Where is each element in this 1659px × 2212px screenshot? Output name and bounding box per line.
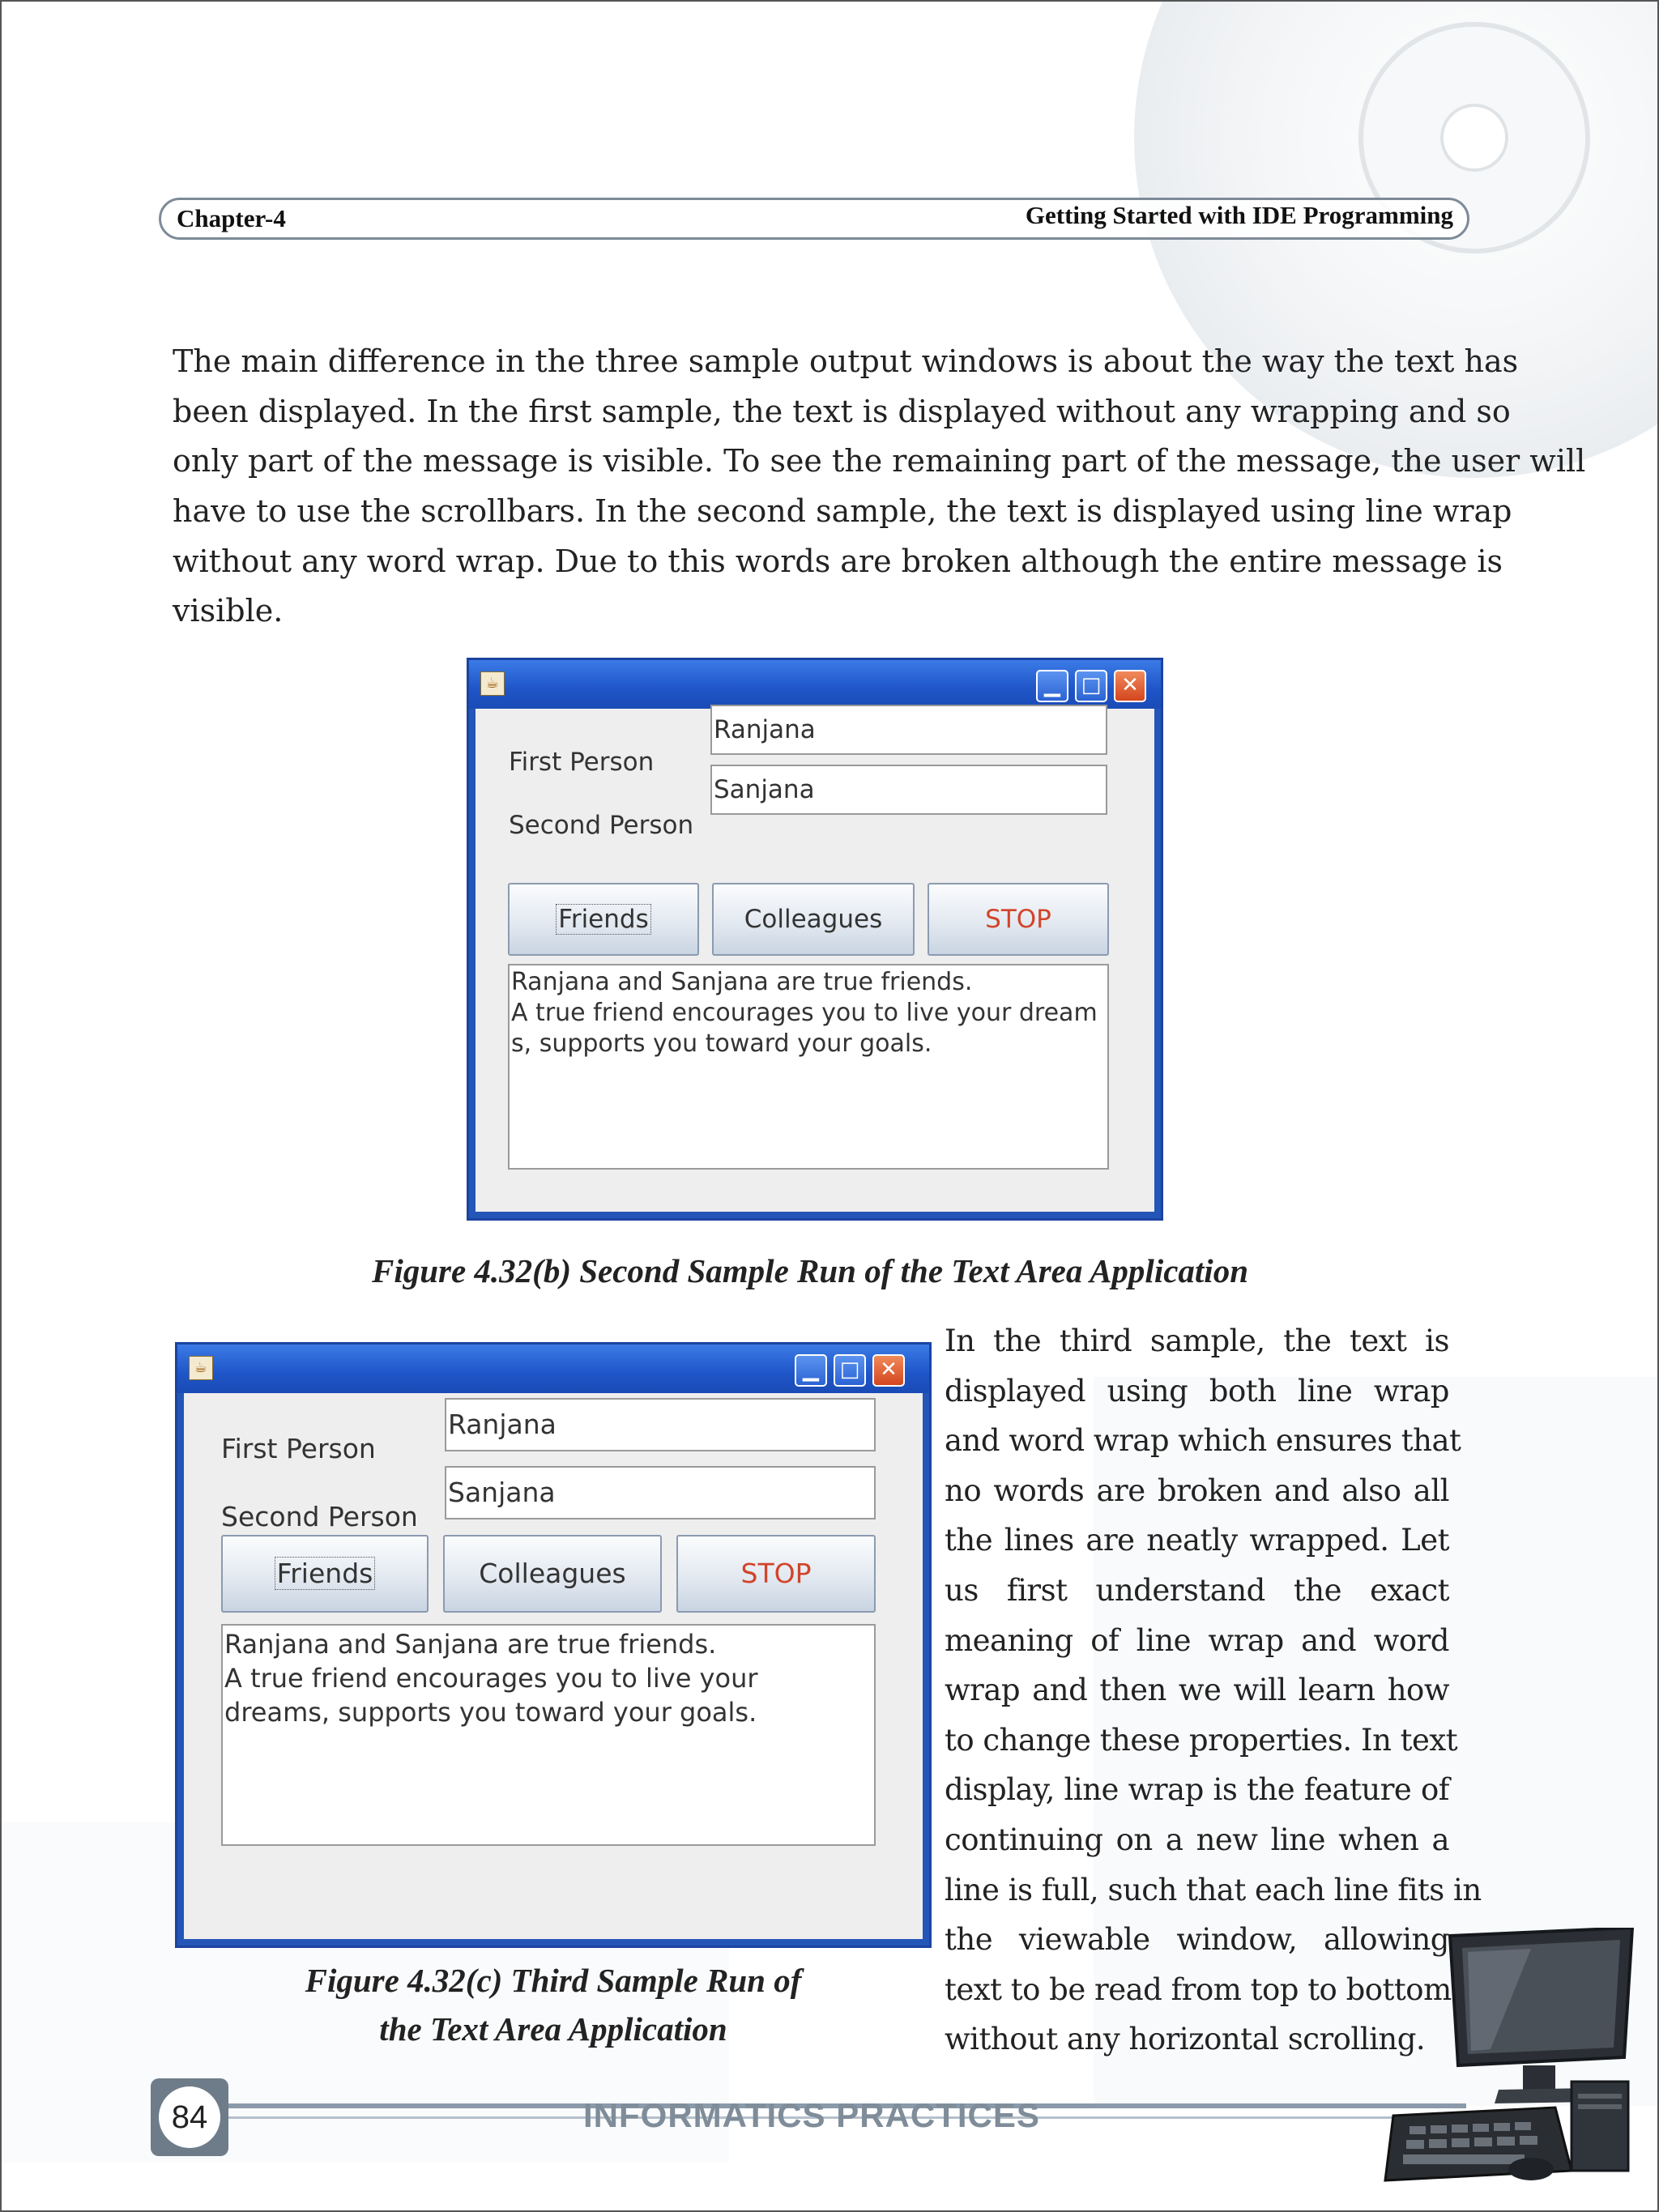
side-line: the lines are neatly wrapped. Let <box>945 1523 1449 1558</box>
message-text-area[interactable] <box>508 964 1109 1170</box>
first-person-label: First Person <box>509 748 655 777</box>
side-line: continuing on a new line when a <box>945 1822 1449 1857</box>
window-titlebar[interactable] <box>469 660 1161 709</box>
side-line: meaning of line wrap and word <box>945 1622 1449 1658</box>
window-content <box>184 1393 923 1939</box>
minimize-icon[interactable]: ▁ <box>795 1354 827 1387</box>
first-person-field[interactable]: Ranjana <box>710 705 1107 755</box>
close-icon[interactable]: ✕ <box>1114 670 1146 702</box>
minimize-icon[interactable]: ▁ <box>1036 670 1068 702</box>
desktop-computer-illustration <box>1328 1928 1653 2187</box>
intro-line: have to use the scrollbars. In the second sample, the text is displayed using line wrap <box>173 493 1512 530</box>
side-line: wrap and then we will learn how <box>945 1673 1449 1708</box>
chapter-label: Chapter-4 <box>177 204 286 232</box>
book-title: INFORMATICS PRACTICES <box>583 2096 1040 2134</box>
side-line: us first understand the exact <box>945 1572 1449 1608</box>
maximize-icon[interactable]: □ <box>1075 670 1107 702</box>
message-text-area[interactable] <box>221 1624 876 1846</box>
window-content <box>476 709 1154 1212</box>
figure-b-caption: Figure 4.32(b) Second Sample Run of the Text Area Application <box>371 1252 1248 1289</box>
window-titlebar[interactable] <box>177 1345 929 1393</box>
first-person-label: First Person <box>221 1433 376 1464</box>
intro-paragraph <box>173 337 1586 637</box>
colleagues-button[interactable]: Colleagues <box>443 1535 662 1613</box>
second-person-field[interactable]: Sanjana <box>445 1466 876 1519</box>
side-line: line is full, such that each line fits in <box>945 1872 1482 1907</box>
text-area-line: dreams, supports you toward your goals. <box>224 1697 757 1728</box>
java-app-icon: ☕ <box>189 1356 213 1380</box>
side-line: displayed using both line wrap <box>945 1373 1449 1409</box>
page-number: 84 <box>159 2086 220 2148</box>
friends-button[interactable]: Friends <box>508 883 699 956</box>
figure-c-caption <box>175 1956 932 2053</box>
colleagues-button[interactable]: Colleagues <box>712 883 915 956</box>
stop-button[interactable]: STOP <box>676 1535 876 1613</box>
intro-line: been displayed. In the first sample, the text is displayed without any wrapping and so <box>173 393 1511 429</box>
text-area-line: s, supports you toward your goals. <box>511 1029 932 1058</box>
side-line: and word wrap which ensures that <box>945 1423 1461 1459</box>
first-person-field[interactable]: Ranjana <box>445 1398 876 1451</box>
side-line: without any horizontal scrolling. <box>945 2022 1426 2057</box>
side-line: to change these properties. In text <box>945 1722 1458 1758</box>
figure-c-window <box>175 1342 932 1948</box>
second-person-field[interactable]: Sanjana <box>710 765 1107 815</box>
side-line: display, line wrap is the feature of <box>945 1772 1449 1808</box>
intro-line: visible. <box>173 593 284 629</box>
text-area-line: A true friend encourages you to live your dream <box>511 999 1098 1027</box>
close-icon[interactable]: ✕ <box>872 1354 905 1387</box>
friends-button[interactable]: Friends <box>221 1535 429 1613</box>
side-line: In the third sample, the text is <box>945 1323 1449 1358</box>
second-person-label: Second Person <box>221 1501 418 1532</box>
text-area-line: A true friend encourages you to live your <box>224 1663 758 1694</box>
side-line: no words are broken and also all <box>945 1473 1449 1508</box>
intro-line: only part of the message is visible. To see the remaining part of the message, the user will <box>173 443 1586 479</box>
side-line: the viewable window, allowing <box>945 1922 1449 1958</box>
intro-line: The main difference in the three sample output windows is about the way the text has <box>173 343 1519 379</box>
stop-button[interactable]: STOP <box>928 883 1109 956</box>
second-person-label: Second Person <box>509 811 694 840</box>
text-area-line: Ranjana and Sanjana are true friends. <box>224 1629 717 1660</box>
figure-c-caption-line: Figure 4.32(c) Third Sample Run of <box>305 1962 802 1999</box>
chapter-title: Getting Started with IDE Programming <box>1025 201 1453 229</box>
text-area-line: Ranjana and Sanjana are true friends. <box>511 968 973 996</box>
intro-line: without any word wrap. Due to this words are broken although the entire message is <box>173 543 1503 579</box>
java-app-icon: ☕ <box>480 671 505 696</box>
maximize-icon[interactable]: □ <box>834 1354 866 1387</box>
side-line: text to be read from top to bottom <box>945 1971 1452 2007</box>
figure-b-window <box>467 658 1163 1221</box>
figure-c-caption-line: the Text Area Application <box>379 2010 727 2048</box>
